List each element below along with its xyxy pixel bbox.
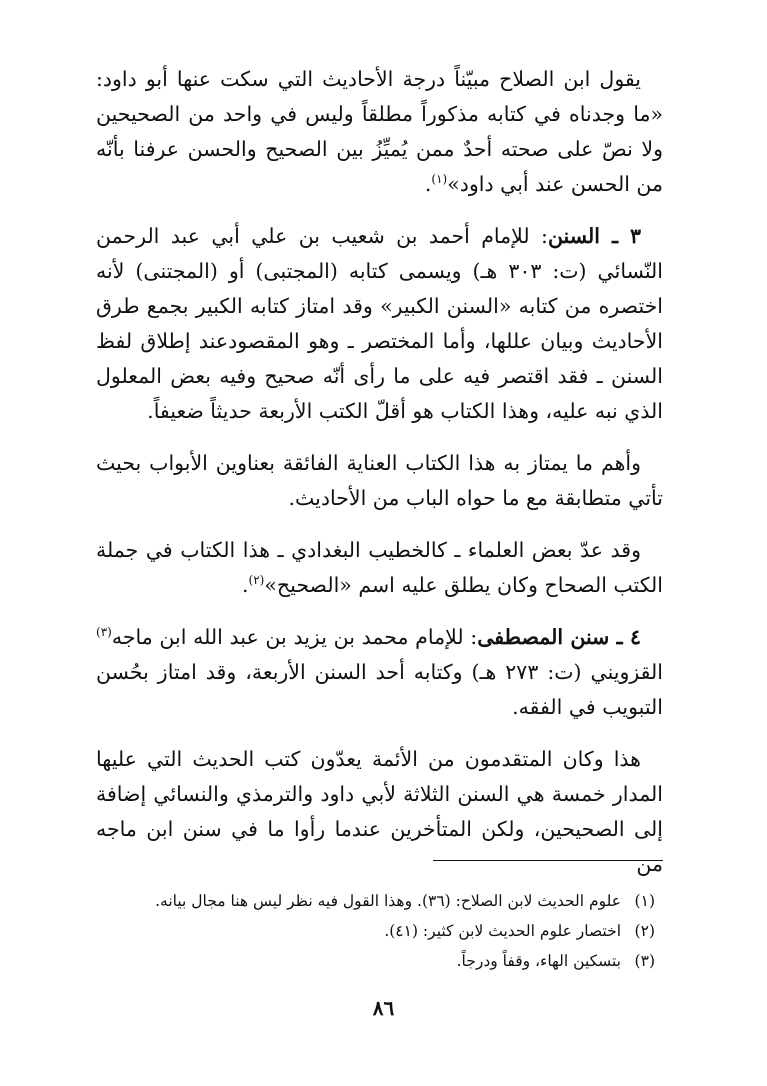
- footnote-divider: [433, 860, 663, 861]
- footnote-number: (٣): [634, 952, 655, 970]
- footnote-ref-2[interactable]: (٢): [248, 573, 265, 588]
- footnote-ref-1[interactable]: (١): [431, 172, 448, 187]
- paragraph-ibn-salah-quote: [96, 62, 663, 202]
- footnote-text: بتسكين الهاء، وقفاً ودرجاً.: [456, 952, 621, 970]
- paragraph-tail: .: [242, 573, 249, 597]
- footnote-text: اختصار علوم الحديث لابن كثير: (٤١).: [384, 922, 621, 940]
- paragraph-sunan-nasai: [96, 219, 663, 429]
- paragraph-khatib-baghdadi: [96, 533, 663, 603]
- footnotes-section: [96, 886, 655, 976]
- paragraph-text: هذا وكان المتقدمون من الأئمة يعدّون كتب الحديث التي عليها المدار خمسة هي السنن الثلاثة لأبي داود والترمذي والنسائي إضافة إلى الصحيحين، ولكن المتأخرين عندما رأوا ما في سنن ابن ماجه من: [96, 747, 663, 876]
- paragraph-chapter-titles: [96, 446, 663, 516]
- paragraph-five-books: [96, 742, 663, 882]
- footnote-1: [96, 886, 655, 916]
- footnote-2: [96, 916, 655, 946]
- footnote-3: [96, 946, 655, 976]
- paragraph-text: : للإمام أحمد بن شعيب بن علي أبي عبد الرحمن النّسائي (ت: ٣٠٣ هـ) ويسمى كتابه (المجتبى) أو (المجتنى) لأنه اختصره من كتابه «السنن الكبير» وقد امتاز كتابه الكبير بجمع طرق الأحاديث وبيان عللها، وأما المختصر ـ وهو المقصودعند إطلاق لفظ السنن ـ فقد اقتصر فيه على ما رأى أنّه صحيح وفيه بعض المعلول الذي نبه عليه، وهذا الكتاب هو أقلّ الكتب الأربعة حديثاً ضعيفاً.: [96, 224, 663, 423]
- paragraph-text: : للإمام محمد بن يزيد بن عبد الله ابن ماجه: [111, 625, 478, 649]
- paragraph-sunan-ibn-majah: [96, 620, 663, 725]
- paragraph-text: وأهم ما يمتاز به هذا الكتاب العناية الفائقة بعناوين الأبواب بحيث تأتي متطابقة مع ما حواه الباب من الأحاديث.: [96, 451, 663, 510]
- footnote-text: علوم الحديث لابن الصلاح: (٣٦). وهذا القول فيه نظر ليس هنا مجال بيانه.: [155, 892, 621, 910]
- page-number: ٨٦: [372, 996, 395, 1020]
- paragraph-text: وقد عدّ بعض العلماء ـ كالخطيب البغدادي ـ هذا الكتاب في جملة الكتب الصحاح وكان يطلق عليه اسم «الصحيح»: [96, 538, 663, 597]
- footnote-number: (٢): [634, 922, 655, 940]
- paragraph-tail: القزويني (ت: ٢٧٣ هـ) وكتابه أحد السنن الأربعة، وقد امتاز بحُسن التبويب في الفقه.: [96, 660, 663, 719]
- footnote-number: (١): [634, 892, 655, 910]
- paragraph-tail: .: [424, 172, 432, 196]
- section-heading-sunan: ٣ ـ السنن: [547, 224, 641, 248]
- footnote-ref-3[interactable]: (٣): [96, 625, 112, 640]
- paragraph-text: يقول ابن الصلاح مبيّناً درجة الأحاديث التي سكت عنها أبو داود: «ما وجدناه في كتابه مذكوراً مطلقاً وليس في واحد من الصحيحين ولا نصّ على صحته أحدٌ ممن يُميِّزُ بين الصحيح والحسن عرفنا بأنّه من الحسن عند أبي داود»: [96, 67, 663, 196]
- section-heading-sunan-mustafa: ٤ ـ سنن المصطفى: [477, 625, 641, 649]
